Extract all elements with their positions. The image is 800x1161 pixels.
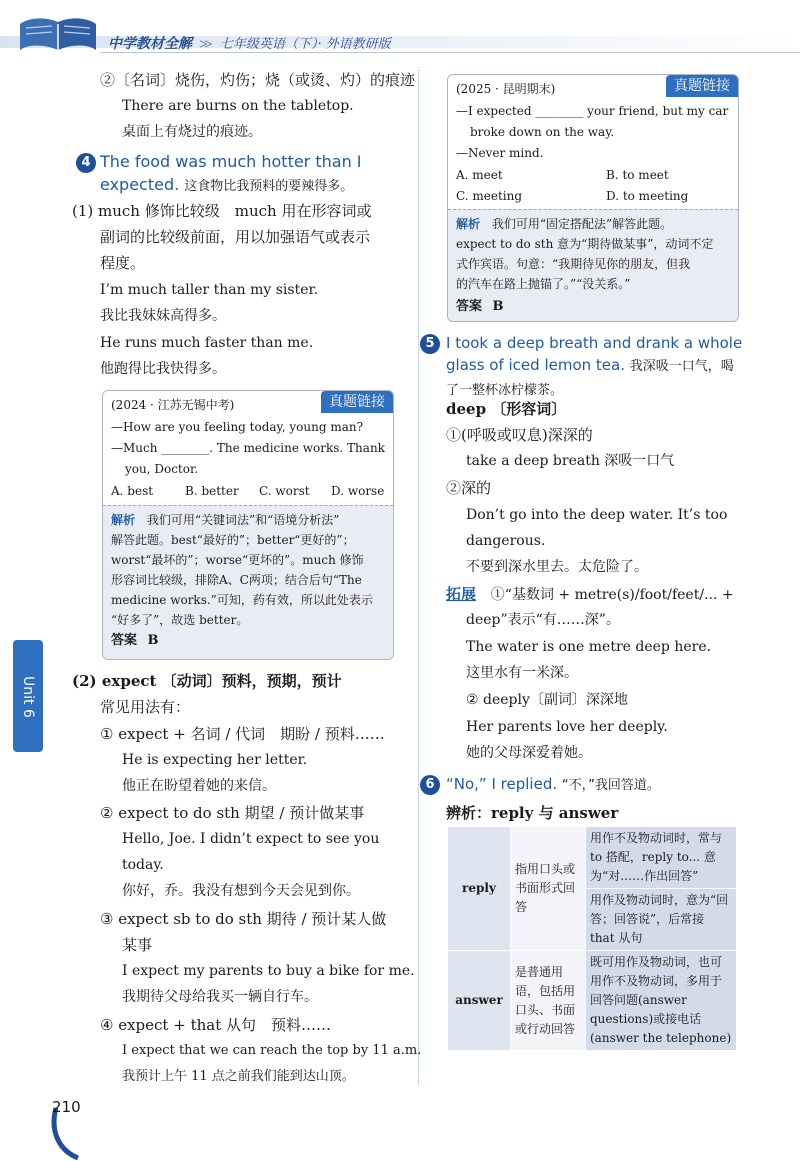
exam-question-3: —Never mind. [456,146,544,160]
example1-en: I’m much taller than my sister. [100,282,319,298]
example2-zh: 他跑得比我快得多。 [100,361,226,377]
usage3-line1: ③ expect sb to do sth 期待 / 预计某人做 [100,910,387,928]
usage2-en-1: Hello, Joe. I didn’t expect to see you [122,831,380,847]
exam-link-box-2 [447,74,739,322]
usage1-en: He is expecting her letter. [122,752,308,768]
burn-example-zh: 桌面上有烧过的痕迹。 [122,124,262,140]
usage3-line2: 某事 [122,936,153,954]
item4-zh: 这食物比我预料的要辣得多。 [184,179,354,194]
option-a: A. meet [456,168,503,182]
deep-sense-1-example: take a deep breath 深吸一口气 [466,453,675,469]
usage4-en: I expect that we can reach the top by 11 a.m. [122,1043,422,1058]
answer-label: 答案 [111,633,138,648]
point2-usage-intro: 常见用法有： [100,698,191,716]
analysis-line-3: 式作宾语。句意：“我期待见你的朋友，但我 [456,257,691,271]
deep-sense-2-zh: 不要到深水里去。太危险了。 [466,559,648,575]
table-row [448,951,737,1051]
exam-question-1: —How are you feeling today, young man? [111,420,364,434]
answer-line [111,630,159,651]
analysis-line-4: 形容词比较级，排除A、C两项；结合后句“The [111,573,362,587]
extension-line-2: deep”表示“有……深”。 [466,612,620,628]
reply-answer-table [447,826,737,1051]
item5-zh-2: 了一整杯冰柠檬茶。 [446,383,564,398]
point2-heading: (2) expect 〔动词〕预料，预期，预计 [72,672,342,690]
burn-example-en: There are burns on the tabletop. [122,98,354,114]
burn-sense: ②〔名词〕烧伤，灼伤；烧（或烫、灼）的痕迹 [100,71,416,89]
exam-source: (2024 · 江苏无锡中考) [111,398,235,412]
usage2-zh: 你好，乔。我没有想到今天会见到你。 [122,883,360,899]
analysis-panel [103,505,393,660]
extension-label: 拓展 [446,585,477,603]
analysis-line-3: worst“最坏的”；worse“更坏的”。much 修饰 [111,553,364,567]
analysis-line-1 [111,510,339,530]
item-number-6: 6 [420,775,440,795]
item5-en-1: I took a deep breath and drank a whole [446,334,743,352]
unit-tab-label: Unit 6 [20,676,36,718]
exam-source: (2025 · 昆明期末) [456,82,556,96]
option-d: D. worse [331,484,385,498]
column-divider [418,70,419,1085]
analysis-label: 解析 [456,217,481,231]
unit-side-tab [13,640,43,752]
analysis-line-4: 的汽车在路上抛锚了。”“没关系。” [456,277,631,291]
analysis-line-2: expect to do sth 意为“期待做某事”，动词不定 [456,237,714,251]
point1-line1: (1) much 修饰比较级 much 用在形容词或 [72,202,372,220]
usage4-zh: 我预计上午 11 点之前我们能到达山顶。 [122,1069,355,1084]
analysis-text-1: 我们可用“固定搭配法”解答此题。 [491,217,673,231]
analysis-panel [448,209,738,322]
header-title [108,33,391,53]
exam-question-3: you, Doctor. [125,462,199,476]
item5-sentence [446,332,746,402]
exam-question-1: —I expected ________ your friend, but my car [456,104,729,118]
deep-sense-2: ②深的 [446,479,492,497]
item6-zh: “不，”我回答道。 [561,778,660,793]
analysis-title: 辨析：reply 与 answer [446,804,619,822]
table-word-cell: reply [448,827,511,951]
book-logo-icon [14,14,102,56]
answer-line [456,296,504,317]
answer-value: B [147,633,159,648]
option-c: C. worst [259,484,310,498]
header-sep: ≫ [199,37,213,52]
extension-line-1 [446,581,734,608]
header-book: 中学教材全解 [108,36,192,52]
extension-line-3: ② deeply〔副词〕深深地 [466,692,628,708]
analysis-line-1 [456,214,672,234]
item-number-4: 4 [76,153,96,173]
item5-zh-1: 我深吸一口气，喝 [629,359,734,374]
extension-3-example-en: Her parents love her deeply. [466,719,668,735]
table-use-cell: 既可用作及物动词，也可用作不及物动词，多用于回答问题(answer questions)或接电话(answer the telephone) [586,951,737,1051]
table-word-cell: answer [448,951,511,1051]
item4-sentence [100,150,400,198]
usage1: ① expect + 名词 / 代词 期盼 / 预料…… [100,725,385,743]
item4-en-1: The food was much hotter than I [100,152,362,171]
answer-value: B [492,299,504,314]
extension-3-example-zh: 她的父母深爱着她。 [466,745,592,761]
point1-line3: 程度。 [100,254,146,272]
option-b: B. better [185,484,239,498]
analysis-label: 解析 [111,513,136,527]
item6-en: “No,” I replied. [446,775,558,793]
extension-example-en: The water is one metre deep here. [466,639,712,655]
usage1-zh: 他正在盼望着她的来信。 [122,778,276,794]
usage3-zh: 我期待父母给我买一辆自行车。 [122,989,318,1005]
usage2: ② expect to do sth 期望 / 预计做某事 [100,804,365,822]
example1-zh: 我比我妹妹高得多。 [100,308,226,324]
exam-question-2: broke down on the way. [470,125,615,139]
table-use-cell: 用作及物动词时，意为“回答；回答说”，后常接 that 从句 [586,889,737,951]
option-c: C. meeting [456,189,523,203]
header-course: 七年级英语（下）· 外语教研版 [219,37,391,52]
exam-link-tag: 真题链接 [321,391,393,413]
exam-link-box-1 [102,390,394,660]
table-desc-cell: 是普通用语，包括用口头、书面或行动回答 [511,951,586,1051]
option-a: A. best [111,484,154,498]
item5-en-2: glass of iced lemon tea. [446,356,625,374]
option-d: D. to meeting [606,189,689,203]
table-row [448,827,737,889]
deep-heading: deep 〔形容词〕 [446,400,567,418]
usage2-en-2: today. [122,857,164,873]
analysis-line-6: “好多了”，故选 better。 [111,613,249,627]
exam-question-2: —Much ________. The medicine works. Thank [111,441,385,455]
analysis-text-1: 我们可用“关键词法”和“语境分析法” [146,513,340,527]
item-number-5: 5 [420,334,440,354]
table-desc-cell: 指用口头或书面形式回答 [511,827,586,951]
deep-sense-1: ①(呼吸或叹息)深深的 [446,426,593,444]
usage3-en: I expect my parents to buy a bike for me. [122,963,415,979]
point1-line2: 副词的比较级前面，用以加强语气或表示 [100,228,371,246]
option-b: B. to meet [606,168,669,182]
example2-en: He runs much faster than me. [100,335,314,351]
extension-text-1: ①“基数词 + metre(s)/foot/feet/... + [490,587,734,603]
answer-label: 答案 [456,299,483,314]
table-use-cell: 用作不及物动词时，常与 to 搭配，reply to... 意为“对……作出回答” [586,827,737,889]
deep-sense-2-en-1: Don’t go into the deep water. It’s too [466,507,728,523]
page-number: 210 [52,1098,81,1116]
deep-sense-2-en-2: dangerous. [466,533,546,549]
usage4: ④ expect + that 从句 预料…… [100,1016,331,1034]
exam-link-tag: 真题链接 [666,75,738,97]
analysis-line-5: medicine works.”可知，药有效，所以此处表示 [111,593,373,607]
extension-example-zh: 这里水有一米深。 [466,665,578,681]
item6-sentence [446,773,660,797]
analysis-line-2: 解答此题。best“最好的”；better“更好的”； [111,533,355,547]
item4-en-2: expected. [100,175,180,194]
